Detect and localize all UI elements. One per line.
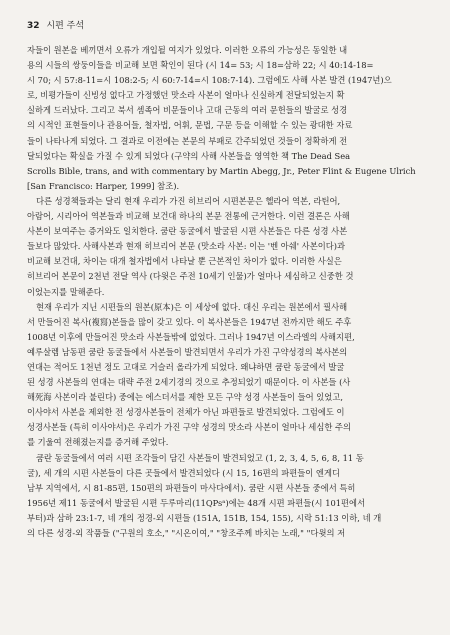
text-line: 된 성경 사본들의 연대는 대략 주전 2세기경의 것으로 추정되었기 때문이다. 이 사본들 (사 — [27, 377, 351, 388]
text-line: 이사야서 사본을 제외한 전 성경사본들이 전체가 아닌 파편들로 발견되었다. 그럼에도 이 — [27, 407, 345, 418]
text-line: 히브리어 본문이 2천년 전달 역사 (다윗은 주전 10세기 인물)가 얼마나 세심하고 신중한 것 — [27, 271, 354, 282]
text-line: Scrolls Bible, trans, and with commentary by Martin Abegg, Jr., Peter Flint & Eugene Ulrich — [27, 165, 416, 176]
text-line: 달되었다는 확실을 가질 수 있게 되었다 (구약의 사해 사본들을 영역한 책 The Dead Sea — [27, 150, 351, 161]
text-line: 사본이 보여주는 증거와도 일치한다. 쿰란 동굴에서 발굴된 시편 사본들은 다른 성경 사본 — [27, 226, 348, 237]
text-line: 시 70; 시 57:8-11=시 108:2-5; 시 60:7-14=시 108:7-14). 그럼에도 사해 사본 발견 (1947년)으 — [27, 75, 392, 86]
body-text — [27, 43, 423, 541]
text-line: 해死海 사본이라 불린다) 중에는 에스더서를 제한 모든 구약 성경 사본들이 들어 있었고, — [27, 392, 343, 403]
text-line: 아람어, 시리아어 역본들과 비교해 보건대 하나의 본문 전통에 근거한다. 이런 결론은 사해 — [27, 211, 350, 222]
text-line: 의 다른 성경-외 작품들 ("구원의 호소," "시온이여," "창조주께 바치는 노래," "다윗의 저 — [27, 528, 346, 538]
text-line: 들이 나타나게 되었다. 그 결과로 이전에는 본문의 부패로 간주되었던 것들이 정확하게 전 — [27, 135, 348, 146]
text-line: 자들이 원본을 베끼면서 오류가 개입될 여지가 있었다. 이러한 오류의 가능성은 동일한 내 — [27, 45, 348, 55]
text-line: 이었는지를 말해준다. — [27, 286, 105, 297]
text-line: 용의 시들의 쌍둥이들을 비교해 보면 확인이 된다 (시 14= 53; 시 18=삼하 22; 시 40:14-18= — [27, 60, 374, 71]
text-line: 실하게 드러났다. 그리고 북서 셈족어 비문들이나 고대 근동의 여러 문헌들의 발굴로 성경 — [27, 105, 348, 116]
text-line: 쿰란 동굴들에서 여러 시편 조각들이 담긴 사본들이 발견되었고 (1, 2, 3, 4, 5, 6, 8, 11 동 — [36, 452, 364, 463]
text-line: 남부 지역에서, 시 81-85편, 150편의 파편들이 마사다에서). 쿰란 시편 사본들 중에서 특히 — [27, 482, 356, 493]
text-line: 로, 비평가들이 신빙성 없다고 가정했던 맛소라 사본이 얼마나 신실하게 전달되었는지 확 — [27, 90, 345, 101]
text-line: [San Francisco: Harper, 1999] 참조). — [27, 180, 180, 191]
text-line: 예루살렘 남동편 쿰란 동굴들에서 사본들이 발견되면서 우리가 가진 구약성경의 복사본의 — [27, 346, 348, 357]
text-line: 다른 성경책들과는 달리 현재 우리가 가진 히브리어 시편본문은 헬라어 역본, 라틴어, — [36, 195, 341, 206]
text-line: 성경사본들 (특히 이사야서)은 우리가 가진 구약 성경의 맛소라 사본이 얼마나 세심한 주의 — [27, 422, 352, 433]
text-line: 굴), 세 개의 시편 사본들이 다른 곳들에서 발견되었다 (시 15, 16편의 파편들이 엔게디 — [27, 467, 340, 478]
text-line: 1956년 제11 동굴에서 발굴된 시편 두루마리(11QPsᵃ)에는 48개 시편 파편들(시 101편에서 — [27, 497, 366, 508]
page-number: 32 — [27, 21, 40, 31]
text-line: 부터)과 삼하 23:1-7, 네 개의 정경-외 시편들 (151A, 151B, 154, 155), 시락 51:13 이하, 네 개 — [27, 512, 382, 523]
running-header — [27, 20, 423, 32]
text-line: 를 기울여 전해졌는지를 증거해 주었다. — [27, 437, 169, 448]
text-line: 1008년 이후에 만들어진 맛소라 사본들밖에 없었다. 그러나 1947년 이스라엘의 사해지편, — [27, 331, 355, 342]
text-line: 연대는 적어도 1천년 정도 고대로 거슬러 올라가게 되었다. 왜냐하면 쿰란 동굴에서 발굴 — [27, 361, 345, 372]
text-line: 들보다 많았다. 사해사본과 현재 히브리어 본문 (맛소라 사본: 이는 '벤 아쉐' 사본이다)과 — [27, 241, 345, 252]
text-line: 의 시적인 표현들이나 관용어들, 철자법, 어휘, 문법, 구문 등을 이해할 수 있는 광대한 자료 — [27, 120, 353, 131]
running-title: 시편 주석 — [46, 21, 85, 31]
text-line: 서 만들어진 복사(複寫)본들을 많이 갖고 있다. 이 복사본들은 1947년 전까지만 해도 주후 — [27, 316, 352, 327]
text-line: 비교해 보건대, 차이는 대개 철자법에서 나타날 뿐 근본적인 차이가 없다. 이러한 사실은 — [27, 256, 342, 267]
text-line: 현재 우리가 지닌 시편들의 원본(原本)은 이 세상에 없다. 대신 우리는 원본에서 필사해 — [36, 301, 348, 312]
